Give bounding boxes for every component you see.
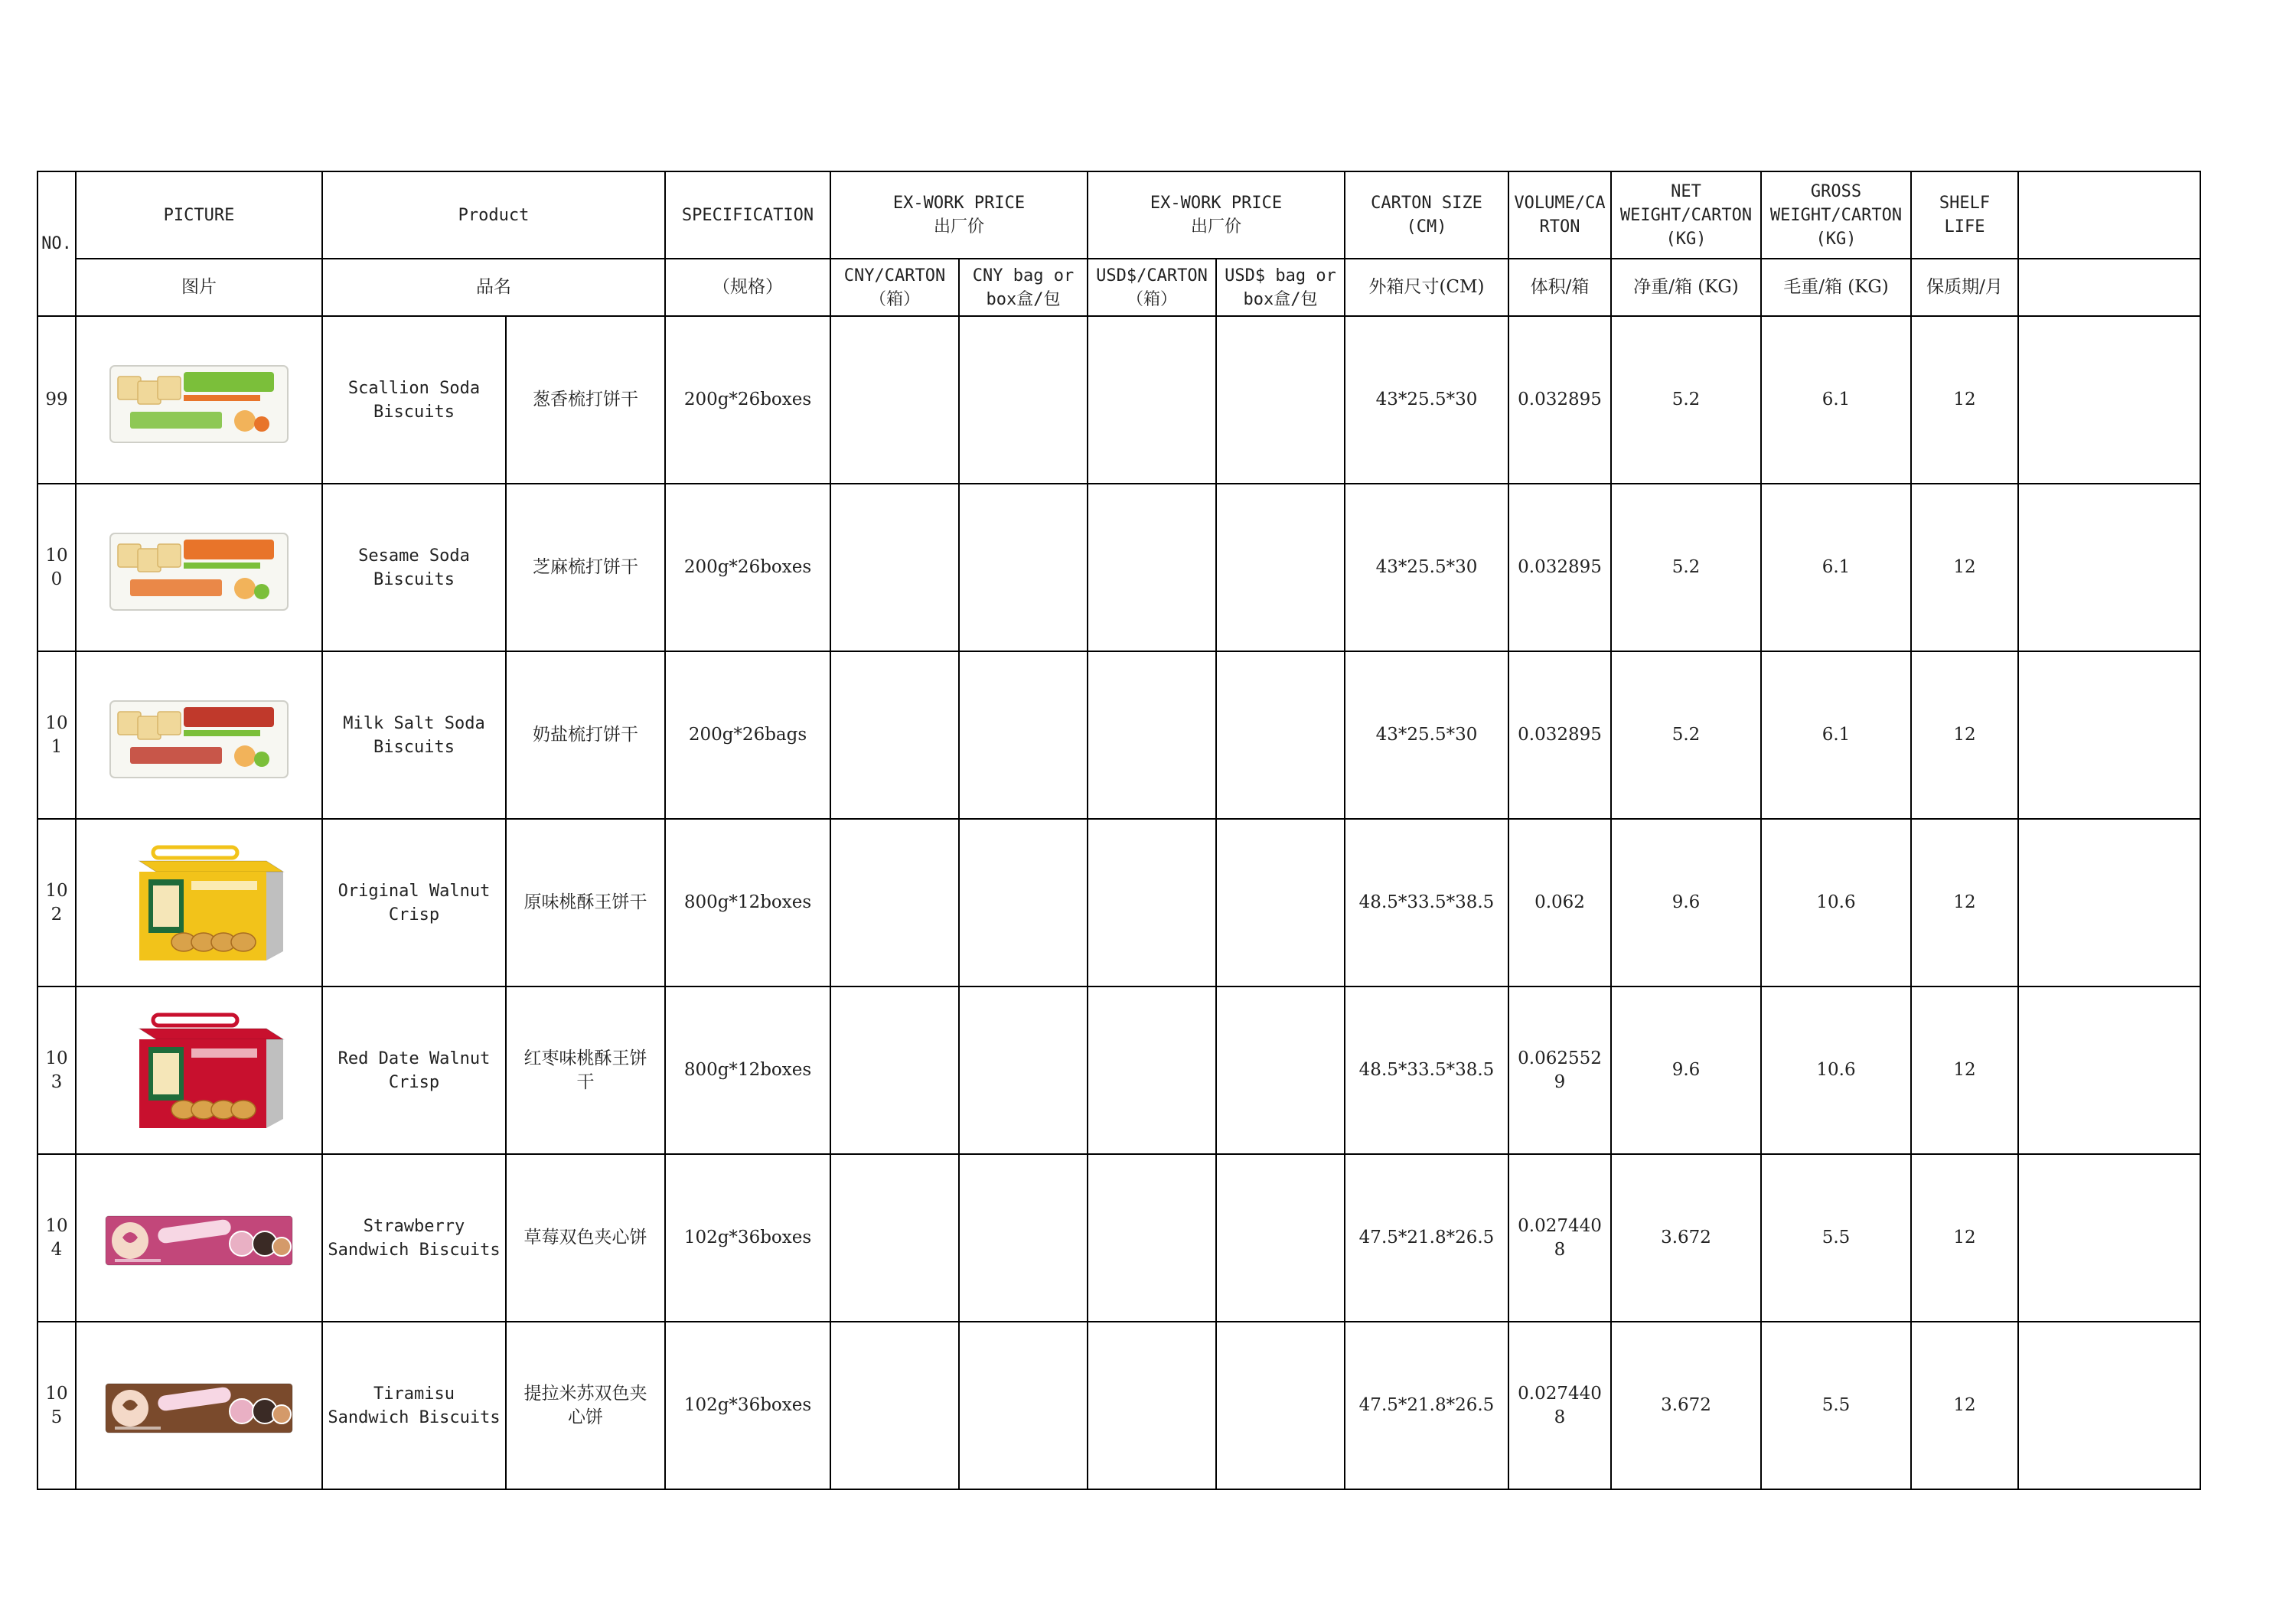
cell-cny-bag [959,819,1088,986]
cell-spec: 102g*36boxes [665,1154,830,1322]
cell-picture [76,819,322,986]
cell-carton-size: 47.5*21.8*26.5 [1345,1322,1508,1489]
product-price-table [37,171,2201,1490]
subheader-row [38,259,2200,316]
cell-cny-carton [830,1322,959,1489]
cell-gross-weight: 6.1 [1761,316,1911,484]
cell-volume: 0.032895 [1508,651,1611,819]
cell-gross-weight: 5.5 [1761,1322,1911,1489]
header-volume: VOLUME/CA RTON [1508,171,1611,259]
table-row [38,819,2200,986]
walnut-crisp-red-box-icon [99,1006,298,1136]
scallion-soda-pack-icon [99,335,298,465]
cell-cny-carton [830,1154,959,1322]
cell-picture [76,316,322,484]
cell-spec: 800g*12boxes [665,986,830,1154]
cell-name-cn: 奶盐梳打饼干 [506,651,665,819]
cell-volume: 0.032895 [1508,484,1611,651]
cell-picture [76,1322,322,1489]
cell-shelf-life: 12 [1911,316,2018,484]
cell-usd-bag [1216,484,1345,651]
cell-usd-bag [1216,986,1345,1154]
cell-usd-carton [1088,651,1216,819]
cell-name-en: Strawberry Sandwich Biscuits [322,1154,506,1322]
cell-carton-size: 43*25.5*30 [1345,316,1508,484]
cell-blank [2018,819,2200,986]
cell-gross-weight: 6.1 [1761,484,1911,651]
subheader-usd-carton: USD$/CARTON （箱） [1088,259,1216,316]
cell-name-en: Milk Salt Soda Biscuits [322,651,506,819]
cell-usd-carton [1088,1322,1216,1489]
cell-volume: 0.032895 [1508,316,1611,484]
subheader-specification: （规格） [665,259,830,316]
cell-usd-bag [1216,1154,1345,1322]
cell-shelf-life: 12 [1911,986,2018,1154]
cell-name-en: Tiramisu Sandwich Biscuits [322,1322,506,1489]
header-exwork-cny: EX-WORK PRICE 出厂价 [830,171,1088,259]
cell-carton-size: 43*25.5*30 [1345,484,1508,651]
cell-carton-size: 43*25.5*30 [1345,651,1508,819]
cell-picture [76,986,322,1154]
walnut-crisp-yellow-box-icon [99,838,298,968]
cell-gross-weight: 5.5 [1761,1154,1911,1322]
cell-name-en: Scallion Soda Biscuits [322,316,506,484]
subheader-volume: 体积/箱 [1508,259,1611,316]
cell-usd-bag [1216,819,1345,986]
cell-cny-bag [959,1154,1088,1322]
cell-blank [2018,316,2200,484]
cell-no: 101 [38,651,76,819]
milk-salt-soda-pack-icon [99,670,298,801]
cell-usd-carton [1088,1154,1216,1322]
cell-usd-bag [1216,1322,1345,1489]
cell-cny-carton [830,651,959,819]
cell-shelf-life: 12 [1911,819,2018,986]
cell-name-en: Sesame Soda Biscuits [322,484,506,651]
table-row [38,1322,2200,1489]
cell-cny-carton [830,484,959,651]
cell-name-cn: 芝麻梳打饼干 [506,484,665,651]
cell-gross-weight: 6.1 [1761,651,1911,819]
header-picture: PICTURE [76,171,322,259]
tiramisu-sandwich-pack-icon [99,1341,298,1471]
cell-spec: 102g*36boxes [665,1322,830,1489]
sesame-soda-pack-icon [99,503,298,633]
header-product: Product [322,171,665,259]
cell-cny-bag [959,651,1088,819]
cell-name-cn: 红枣味桃酥王饼 干 [506,986,665,1154]
cell-no: 99 [38,316,76,484]
cell-cny-bag [959,484,1088,651]
cell-name-cn: 原味桃酥王饼干 [506,819,665,986]
cell-no: 102 [38,819,76,986]
cell-shelf-life: 12 [1911,1322,2018,1489]
cell-picture [76,484,322,651]
cell-no: 105 [38,1322,76,1489]
subheader-shelf-life: 保质期/月 [1911,259,2018,316]
cell-net-weight: 5.2 [1611,484,1761,651]
table-row [38,986,2200,1154]
cell-usd-carton [1088,819,1216,986]
cell-no: 100 [38,484,76,651]
cell-usd-carton [1088,986,1216,1154]
header-specification: SPECIFICATION [665,171,830,259]
cell-shelf-life: 12 [1911,484,2018,651]
subheader-blank [2018,259,2200,316]
cell-carton-size: 48.5*33.5*38.5 [1345,986,1508,1154]
header-gross-weight: GROSS WEIGHT/CARTON (KG) [1761,171,1911,259]
header-exwork-usd: EX-WORK PRICE 出厂价 [1088,171,1345,259]
subheader-net-weight: 净重/箱 (KG) [1611,259,1761,316]
cell-usd-bag [1216,651,1345,819]
cell-net-weight: 3.672 [1611,1154,1761,1322]
subheader-cny-carton: CNY/CARTON （箱） [830,259,959,316]
cell-volume: 0.0274408 [1508,1322,1611,1489]
subheader-gross-weight: 毛重/箱 (KG) [1761,259,1911,316]
header-no: NO. [38,171,76,316]
header-row [38,171,2200,259]
header-carton-size: CARTON SIZE (CM) [1345,171,1508,259]
cell-cny-carton [830,316,959,484]
cell-net-weight: 3.672 [1611,1322,1761,1489]
cell-blank [2018,1154,2200,1322]
cell-carton-size: 48.5*33.5*38.5 [1345,819,1508,986]
cell-volume: 0.0625529 [1508,986,1611,1154]
cell-gross-weight: 10.6 [1761,986,1911,1154]
subheader-carton-size: 外箱尺寸(CM) [1345,259,1508,316]
cell-name-cn: 提拉米苏双色夹 心饼 [506,1322,665,1489]
cell-usd-carton [1088,316,1216,484]
header-net-weight: NET WEIGHT/CARTON (KG) [1611,171,1761,259]
cell-name-en: Red Date Walnut Crisp [322,986,506,1154]
cell-no: 103 [38,986,76,1154]
cell-blank [2018,1322,2200,1489]
header-shelf-life: SHELF LIFE [1911,171,2018,259]
cell-blank [2018,484,2200,651]
cell-net-weight: 5.2 [1611,316,1761,484]
subheader-usd-bag: USD$ bag or box盒/包 [1216,259,1345,316]
cell-name-cn: 草莓双色夹心饼 [506,1154,665,1322]
cell-usd-carton [1088,484,1216,651]
cell-spec: 200g*26bags [665,651,830,819]
cell-usd-bag [1216,316,1345,484]
cell-spec: 200g*26boxes [665,484,830,651]
table-row [38,1154,2200,1322]
cell-blank [2018,986,2200,1154]
table-row [38,651,2200,819]
cell-cny-bag [959,316,1088,484]
cell-picture [76,651,322,819]
cell-cny-carton [830,986,959,1154]
cell-volume: 0.062 [1508,819,1611,986]
cell-no: 104 [38,1154,76,1322]
cell-picture [76,1154,322,1322]
cell-name-en: Original Walnut Crisp [322,819,506,986]
cell-net-weight: 5.2 [1611,651,1761,819]
cell-volume: 0.0274408 [1508,1154,1611,1322]
cell-shelf-life: 12 [1911,651,2018,819]
table-row [38,484,2200,651]
cell-cny-bag [959,1322,1088,1489]
table-row [38,316,2200,484]
subheader-picture: 图片 [76,259,322,316]
cell-carton-size: 47.5*21.8*26.5 [1345,1154,1508,1322]
header-blank [2018,171,2200,259]
cell-spec: 800g*12boxes [665,819,830,986]
subheader-cny-bag: CNY bag or box盒/包 [959,259,1088,316]
cell-shelf-life: 12 [1911,1154,2018,1322]
cell-cny-carton [830,819,959,986]
cell-spec: 200g*26boxes [665,316,830,484]
cell-net-weight: 9.6 [1611,819,1761,986]
subheader-product: 品名 [322,259,665,316]
strawberry-sandwich-pack-icon [99,1173,298,1303]
cell-blank [2018,651,2200,819]
cell-net-weight: 9.6 [1611,986,1761,1154]
cell-gross-weight: 10.6 [1761,819,1911,986]
cell-name-cn: 葱香梳打饼干 [506,316,665,484]
cell-cny-bag [959,986,1088,1154]
